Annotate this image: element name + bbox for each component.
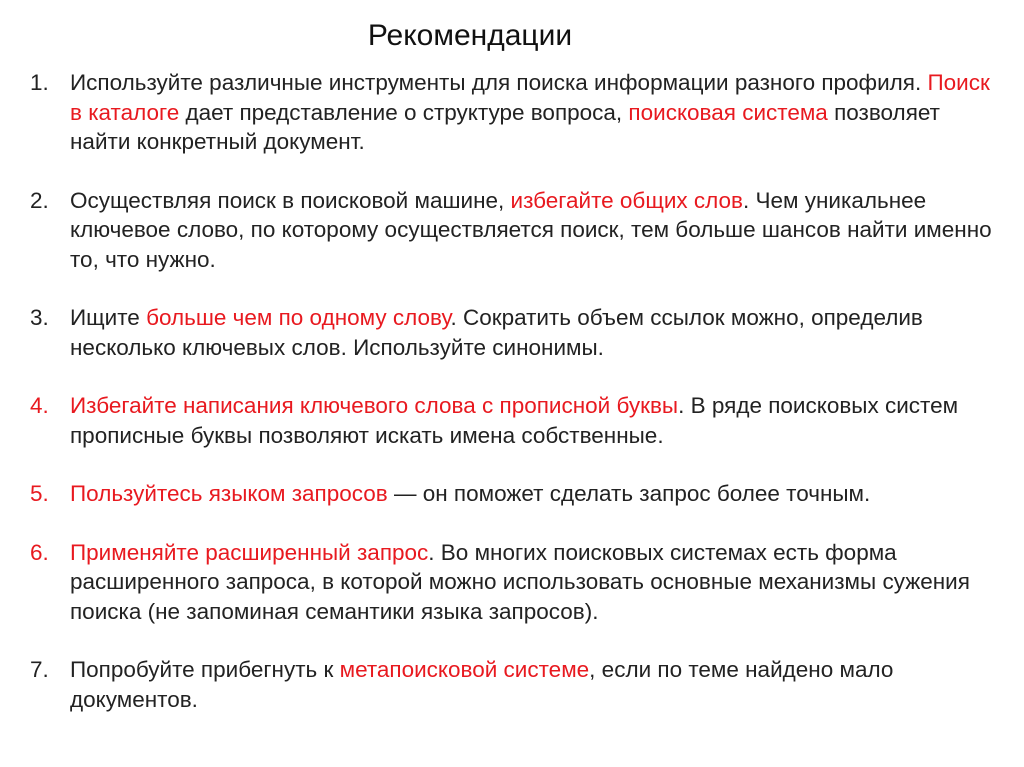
text-segment: . Во многих поисковых системах есть форма расширенного запроса, в которой можно использовать основные механизмы сужения поиска (не запоминая семантики языка запросов). bbox=[70, 539, 970, 624]
list-item-number: 2. bbox=[30, 187, 49, 213]
list-item-text bbox=[70, 481, 870, 506]
text-segment: , если по теме найдено мало документов. bbox=[70, 657, 894, 712]
list-item-number: 1. bbox=[30, 70, 49, 95]
list-item bbox=[30, 538, 1005, 627]
list-item bbox=[30, 391, 1005, 450]
list-item bbox=[30, 68, 1005, 157]
text-segment: Попробуйте прибегнуть к bbox=[70, 657, 340, 682]
highlighted-phrase: Пользуйтесь языком запросов bbox=[70, 481, 388, 506]
highlighted-phrase: больше чем по одному слову bbox=[146, 305, 451, 330]
list-item-number: 5. bbox=[30, 481, 49, 506]
text-segment: . Чем уникальнее ключевое слово, по которому осуществляется поиск, тем больше шансов найти именно то, что нужно. bbox=[70, 187, 992, 272]
highlighted-phrase: метапоисковой системе bbox=[339, 657, 590, 682]
list-item-text bbox=[70, 188, 992, 272]
list-item bbox=[30, 186, 1005, 275]
list-item-number: 7. bbox=[30, 657, 49, 682]
highlighted-phrase: Поиск в каталоге bbox=[70, 70, 990, 125]
list-item-text bbox=[70, 305, 923, 360]
list-item-number: 6. bbox=[30, 539, 49, 565]
page-title: Рекомендации bbox=[367, 19, 573, 52]
list-item-text bbox=[70, 70, 990, 154]
text-segment: . В ряде поисковых систем прописные буквы позволяют искать имена собственные. bbox=[70, 393, 959, 448]
text-segment: . Сократить объем ссылок можно, определив несколько ключевых слов. Используйте синонимы. bbox=[70, 305, 923, 360]
text-segment: Используйте различные инструменты для поиска информации разного профиля. bbox=[70, 70, 928, 95]
list-item-text bbox=[70, 393, 958, 448]
list-item-text bbox=[70, 540, 970, 624]
highlighted-phrase: поисковая система bbox=[628, 99, 828, 125]
list-item bbox=[30, 655, 1005, 714]
list-item-text bbox=[70, 657, 893, 712]
recommendations-list bbox=[30, 68, 1005, 743]
text-segment: Осуществляя поиск в поисковой машине, bbox=[70, 187, 511, 213]
text-segment: — он поможет сделать запрос более точным. bbox=[387, 481, 871, 506]
highlighted-phrase: Применяйте расширенный запрос bbox=[70, 539, 429, 565]
list-item bbox=[30, 303, 1005, 362]
highlighted-phrase: избегайте общих слов bbox=[510, 187, 744, 213]
text-segment: Ищите bbox=[70, 305, 147, 330]
list-item bbox=[30, 479, 1005, 509]
text-segment: позволяет найти конкретный документ. bbox=[70, 99, 940, 154]
text-segment: дает представление о структуре вопроса, bbox=[179, 99, 629, 125]
list-item-number: 3. bbox=[30, 305, 49, 330]
highlighted-phrase: Избегайте написания ключевого слова с прописной буквы bbox=[70, 393, 679, 418]
list-item-number: 4. bbox=[30, 393, 49, 418]
